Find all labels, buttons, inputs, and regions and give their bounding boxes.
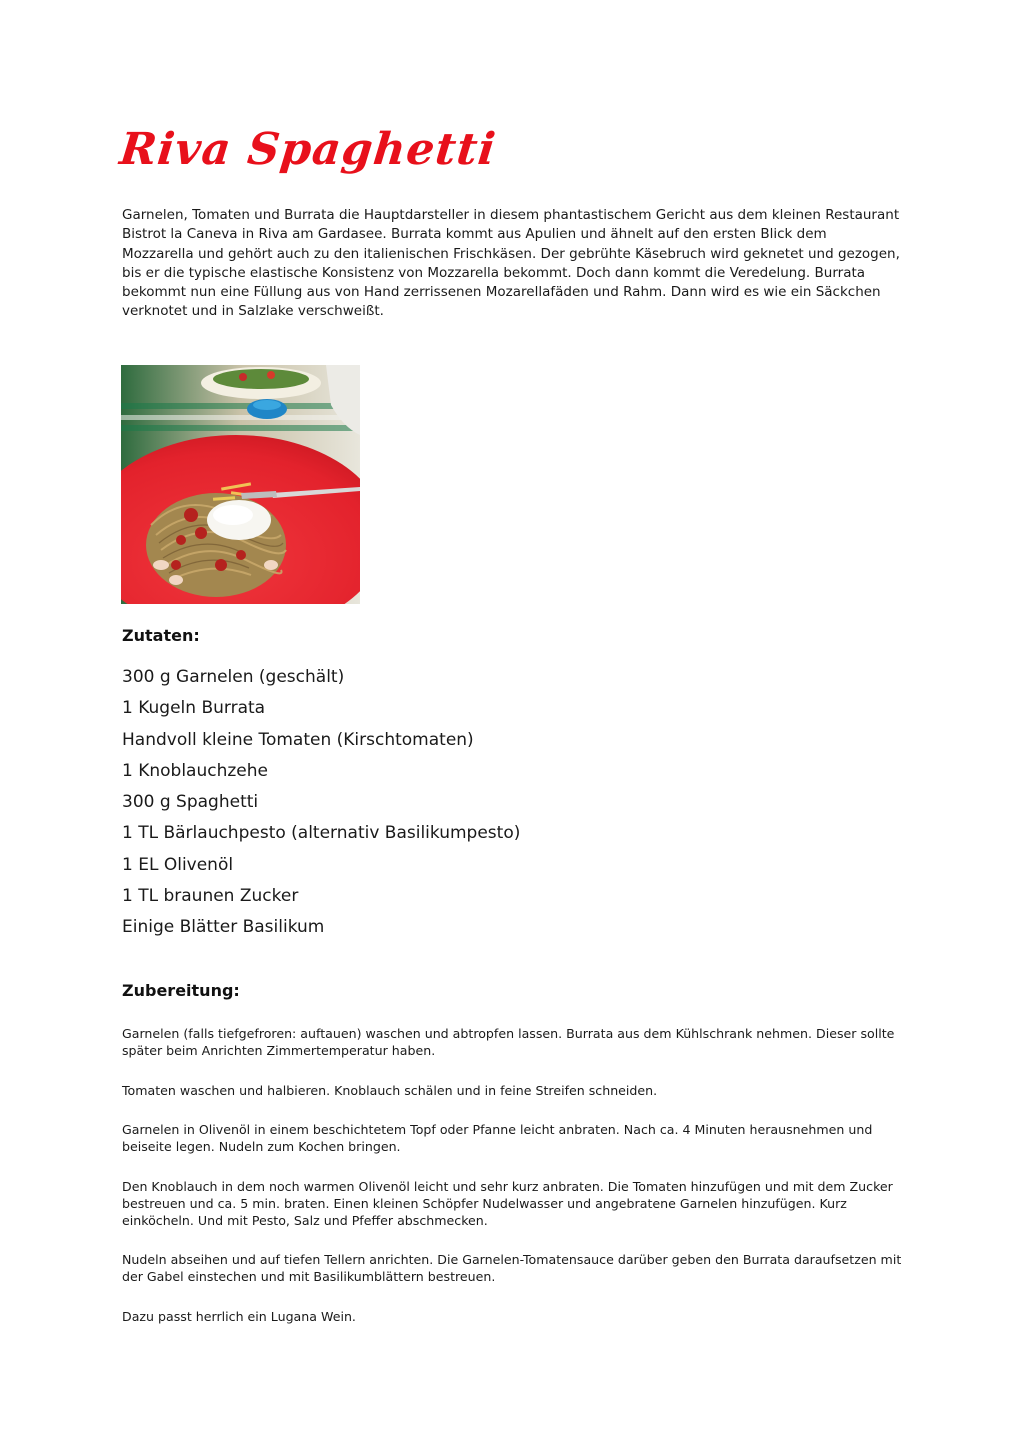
ingredient-item: 1 Knoblauchzehe — [122, 760, 268, 781]
ingredient-item: 1 TL braunen Zucker — [122, 886, 299, 907]
dish-photo — [121, 365, 360, 604]
ingredient-item: 300 g Spaghetti — [122, 792, 259, 813]
preparation-heading: Zubereitung: — [122, 981, 240, 1000]
ingredient-item: Handvoll kleine Tomaten (Kirschtomaten) — [122, 729, 474, 750]
ingredient-item: 300 g Garnelen (geschält) — [122, 667, 345, 687]
step-paragraph: Garnelen in Olivenöl in einem beschichtetem Topf oder Pfanne leicht anbraten. Nach ca. 4 Minuten herausnehmen und beiseite legen. Nudeln zum Kochen bringen. — [122, 1122, 873, 1155]
ingredient-item: 1 Kugeln Burrata — [122, 698, 266, 719]
step-paragraph: Dazu passt herrlich ein Lugana Wein. — [122, 1308, 356, 1324]
ingredient-item: Einige Blätter Basilikum — [122, 917, 325, 938]
ingredient-item: 1 TL Bärlauchpesto (alternativ Basilikumpesto) — [122, 823, 521, 844]
intro-paragraph: Garnelen, Tomaten und Burrata die Hauptdarsteller in diesem phantastischem Gericht aus dem kleinen Restaurant Bistrot la Caneva in Riva am Gardasee. Burrata kommt aus Apulien und ähnelt auf den ersten Blick dem Mozzarella und gehört auch zu den italienischen Frischkäsen. Der gebrühte Käsebruch wird geknetet und gezogen, bis er die typische elastische Konsistenz von Mozzarella bekommt. Doch dann kommt die Veredelung. Burrata bekommt nun eine Füllung aus von Hand zerrissenen Mozarellafäden und Rahm. Dann wird es wie ein Säckchen verknotet und in Salzlake verschweißt. — [122, 207, 900, 320]
step-paragraph: Nudeln abseihen und auf tiefen Tellern anrichten. Die Garnelen-Tomatensauce darüber geben den Burrata daraufsetzen mit der Gabel einstechen und mit Basilikumblättern bestreuen. — [122, 1252, 902, 1285]
step-paragraph: Den Knoblauch in dem noch warmen Olivenöl leicht und sehr kurz anbraten. Die Tomaten hinzufügen und mit dem Zucker bestreuen und ca. 5 min. braten. Einen kleinen Schöpfer Nudelwasser und angebratene Garnelen hinzufügen. Kurz einköcheln. Und mit Pesto, Salz und Pfeffer abschmecken. — [122, 1178, 893, 1228]
step-paragraph: Garnelen (falls tiefgefroren: auftauen) waschen und abtropfen lassen. Burrata aus dem Kühlschrank nehmen. Dieser sollte später beim Anrichten Zimmertemperatur haben. — [122, 1026, 895, 1058]
preparation-steps — [122, 1026, 902, 1349]
recipe-title: Riva Spaghetti — [117, 124, 499, 175]
step-paragraph: Tomaten waschen und halbieren. Knoblauch schälen und in feine Streifen schneiden. — [122, 1082, 658, 1098]
ingredient-item: 1 EL Olivenöl — [122, 854, 234, 875]
ingredients-heading: Zutaten: — [122, 626, 200, 645]
ingredients-list — [122, 664, 520, 946]
